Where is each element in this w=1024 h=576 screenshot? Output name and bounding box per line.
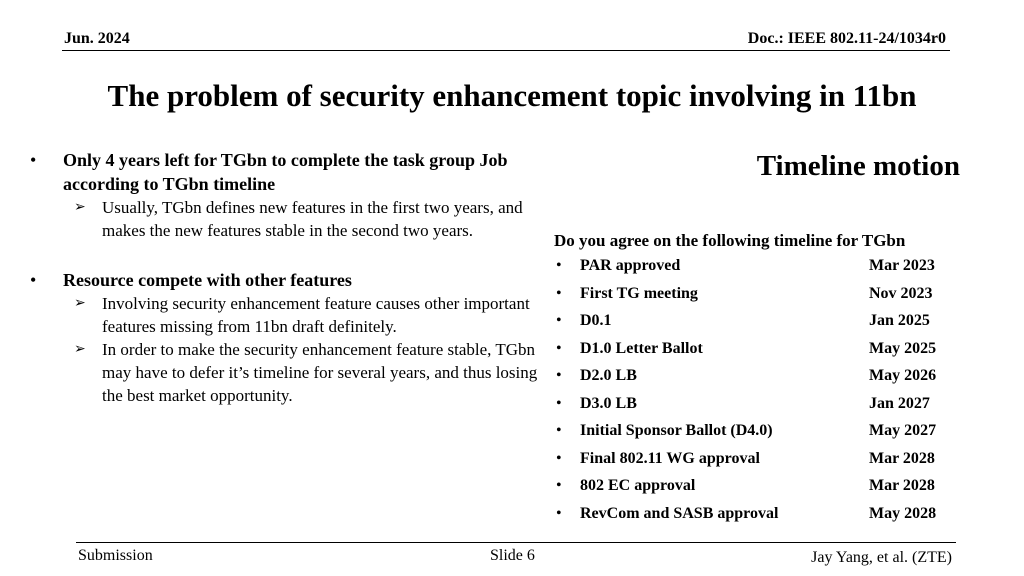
- timeline-row: [554, 390, 974, 418]
- bullet-dot-icon: •: [556, 339, 562, 357]
- bullet-dot-icon: •: [30, 270, 37, 290]
- bullet-dot-icon: •: [556, 477, 562, 494]
- bullet-dot-icon: •: [556, 504, 562, 522]
- timeline-event: Final 802.11 WG approval: [580, 449, 760, 467]
- footer-slide-number: Slide 6: [490, 547, 535, 564]
- bullet-dot-icon: •: [556, 394, 562, 412]
- bullet-dot-icon: •: [556, 312, 562, 329]
- timeline-date: May 2028: [869, 504, 937, 522]
- bullet-item: [30, 148, 540, 196]
- bullet-item: [30, 268, 540, 292]
- sub-bullet-text: Usually, TGbn defines new features in the first two years, and makes the new features stable in the second two years.: [102, 198, 523, 240]
- sub-bullet-text: In order to make the security enhancement feature stable, TGbn may have to defer it’s timeline for several years, and thus losing the best market opportunity.: [102, 340, 538, 405]
- bullet-dot-icon: •: [30, 150, 37, 170]
- bullet-dot-icon: •: [556, 367, 562, 384]
- timeline-date: Jan 2027: [869, 394, 930, 412]
- bullet-dot-icon: •: [556, 449, 562, 467]
- slide-title: The problem of security enhancement topic involving in 11bn: [107, 78, 917, 113]
- header-divider: [62, 50, 950, 51]
- timeline-event: D0.1: [580, 312, 612, 329]
- timeline-row: [554, 500, 974, 528]
- timeline-event: Initial Sponsor Ballot (D4.0): [580, 422, 773, 439]
- timeline-event: First TG meeting: [580, 284, 698, 302]
- timeline-date: May 2025: [869, 339, 937, 357]
- timeline-date: Mar 2028: [869, 449, 935, 467]
- timeline-date: May 2027: [869, 422, 937, 439]
- timeline-date: Jan 2025: [869, 312, 930, 329]
- sub-bullet-item: [30, 196, 540, 242]
- timeline-row: [554, 252, 974, 280]
- bullet-dot-icon: •: [556, 284, 562, 302]
- bullet-dot-icon: •: [556, 422, 562, 439]
- footer-submission: Submission: [78, 547, 153, 564]
- timeline-event: PAR approved: [580, 257, 681, 274]
- sub-bullet-item: [30, 338, 540, 407]
- timeline-event: D3.0 LB: [580, 394, 637, 412]
- sub-bullet-text: Involving security enhancement feature causes other important features missing from 11bn draft definitely.: [102, 294, 530, 336]
- timeline-date: Nov 2023: [869, 284, 933, 302]
- timeline-row: [554, 472, 974, 500]
- bullet-text: Only 4 years left for TGbn to complete the task group Job according to TGbn timeline: [63, 150, 508, 194]
- arrow-bullet-icon: ➢: [74, 200, 86, 215]
- timeline-row: [554, 307, 974, 335]
- timeline-event: D2.0 LB: [580, 367, 637, 384]
- timeline-date: Mar 2028: [869, 477, 935, 494]
- timeline-event: RevCom and SASB approval: [580, 504, 779, 522]
- timeline-row: [554, 445, 974, 473]
- timeline-row: [554, 280, 974, 308]
- timeline-row: [554, 335, 974, 363]
- timeline-motion-box: [554, 230, 974, 527]
- timeline-heading: Timeline motion: [756, 150, 960, 182]
- arrow-bullet-icon: ➢: [74, 296, 86, 311]
- arrow-bullet-icon: ➢: [74, 342, 86, 357]
- timeline-row: [554, 362, 974, 390]
- timeline-event: D1.0 Letter Ballot: [580, 339, 703, 357]
- bullet-text: Resource compete with other features: [63, 270, 352, 290]
- timeline-row: [554, 417, 974, 445]
- header-date: Jun. 2024: [64, 30, 130, 47]
- bullet-dot-icon: •: [556, 257, 562, 274]
- footer-divider: [76, 542, 956, 543]
- sub-bullet-item: [30, 292, 540, 338]
- left-content: [30, 148, 540, 407]
- timeline-event: 802 EC approval: [580, 477, 696, 494]
- header-doc-id: Doc.: IEEE 802.11-24/1034r0: [747, 30, 946, 47]
- timeline-date: May 2026: [869, 367, 937, 384]
- footer-author: Jay Yang, et al. (ZTE): [811, 549, 952, 566]
- timeline-date: Mar 2023: [869, 257, 935, 274]
- timeline-question: Do you agree on the following timeline for TGbn: [554, 231, 906, 250]
